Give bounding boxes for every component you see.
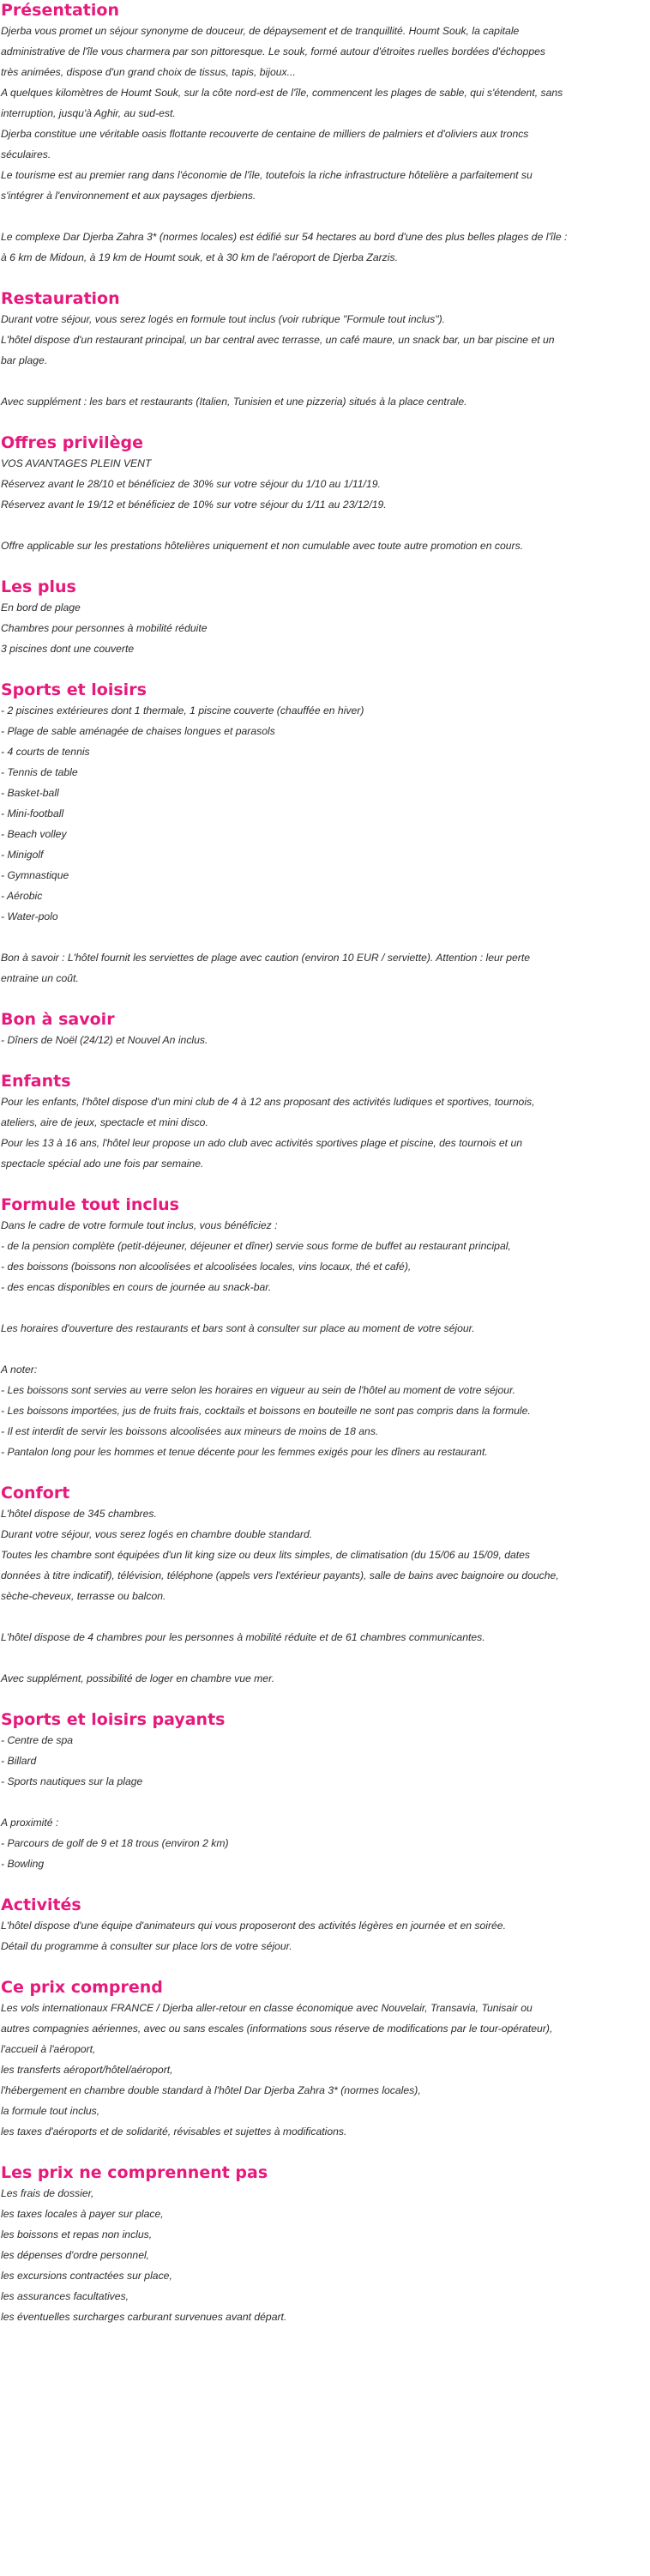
text-line: ateliers, aire de jeux, spectacle et mini disco.: [1, 1116, 208, 1128]
text-line: Le tourisme est au premier rang dans l'économie de l'île, toutefois la riche infrastructure hôtelière a parfaitement su: [1, 169, 533, 181]
text-line: - Dîners de Noël (24/12) et Nouvel An inclus.: [1, 1034, 208, 1046]
section-gap: [1, 268, 650, 288]
text-line: En bord de plage: [1, 602, 81, 614]
text-line: - Tennis de table: [1, 766, 78, 778]
text-line: - Plage de sable aménagée de chaises longues et parasols: [1, 725, 275, 737]
text-line: Les frais de dossier,: [1, 2187, 94, 2199]
section-title: Les prix ne comprennent pas: [1, 2163, 268, 2182]
section-title: Sports et loisirs payants: [1, 1710, 226, 1729]
text-line: - Billard: [1, 1755, 37, 1767]
text-line: VOS AVANTAGES PLEIN VENT: [1, 457, 152, 469]
text-line: bar plage.: [1, 354, 48, 366]
section: [1, 1977, 650, 2162]
text-line: - Pantalon long pour les hommes et tenue décente pour les femmes exigés pour les dîners au restaurant.: [1, 1446, 488, 1458]
text-line: l'hébergement en chambre double standard à l'hôtel Dar Djerba Zahra 3* (normes locales),: [1, 2084, 421, 2096]
section-gap: [1, 1956, 650, 1977]
section-title: Confort: [1, 1484, 70, 1503]
section: [1, 1009, 650, 1071]
text-line: autres compagnies aériennes, avec ou sans escales (informations sous réserve de modifications par le tour-opérateur),: [1, 2023, 553, 2035]
text-line: Durant votre séjour, vous serez logés en chambre double standard.: [1, 1528, 313, 1540]
text-line: - Mini-football: [1, 807, 64, 819]
text-line: interruption, jusqu'à Aghir, au sud-est.: [1, 107, 176, 119]
section: [1, 1071, 650, 1194]
section-gap: [1, 1174, 650, 1194]
text-line: Avec supplément : les bars et restaurants (Italien, Tunisien et une pizzeria) situés à la place centrale.: [1, 396, 467, 408]
section: [1, 1709, 650, 1895]
text-line: les assurances facultatives,: [1, 2290, 129, 2302]
section-title: Enfants: [1, 1072, 71, 1091]
text-line: Djerba constitue une véritable oasis flottante recouverte de centaine de milliers de palmiers et d'oliviers aux troncs: [1, 128, 529, 140]
section-gap: [1, 556, 650, 577]
section-title: Restauration: [1, 289, 120, 308]
text-line: spectacle spécial ado une fois par semaine.: [1, 1158, 204, 1170]
text-line: - des encas disponibles en cours de journée au snack-bar.: [1, 1281, 272, 1293]
text-line: Toutes les chambre sont équipées d'un lit king size ou deux lits simples, de climatisation (du 15/06 au 15/09, dates: [1, 1549, 531, 1561]
text-line: - Beach volley: [1, 828, 67, 840]
section-title: Sports et loisirs: [1, 680, 147, 699]
text-line: - Basket-ball: [1, 787, 59, 799]
text-line: données à titre indicatif), télévision, téléphone (appels vers l'extérieur payants), salle de bains avec baignoire ou douche,: [1, 1569, 559, 1581]
section-gap: [1, 2327, 650, 2348]
text-line: Pour les 13 à 16 ans, l'hôtel leur propose un ado club avec activités sportives plage et piscine, des tournois et un: [1, 1137, 523, 1149]
text-line: - Water-polo: [1, 910, 58, 922]
text-line: à 6 km de Midoun, à 19 km de Houmt souk, et à 30 km de l'aéroport de Djerba Zarzis.: [1, 251, 398, 263]
text-line: - Minigolf: [1, 849, 44, 861]
section-gap: [1, 1462, 650, 1483]
section-gap: [1, 1689, 650, 1709]
text-line: - des boissons (boissons non alcoolisées et alcoolisées locales, vins locaux, thé et café),: [1, 1261, 412, 1273]
text-line: Djerba vous promet un séjour synonyme de douceur, de dépaysement et de tranquillité. Houmt Souk, la capitale: [1, 25, 520, 37]
section: [1, 2162, 650, 2348]
paragraph-gap: [1, 1297, 650, 1318]
text-line: L'hôtel dispose d'un restaurant principal, un bar central avec terrasse, un café maure, un snack bar, un bar piscine et un: [1, 334, 555, 346]
section: [1, 680, 650, 1009]
paragraph-gap: [1, 515, 650, 535]
text-line: l'accueil à l'aéroport,: [1, 2043, 96, 2055]
text-line: 3 piscines dont une couverte: [1, 643, 135, 655]
section-title: Formule tout inclus: [1, 1195, 179, 1214]
text-line: Avec supplément, possibilité de loger en chambre vue mer.: [1, 1672, 275, 1684]
section-title: Activités: [1, 1896, 81, 1914]
section-gap: [1, 1874, 650, 1895]
text-line: Offre applicable sur les prestations hôtelières uniquement et non cumulable avec toute autre promotion en cours.: [1, 540, 524, 552]
text-line: - Les boissons sont servies au verre selon les horaires en vigueur au sein de l'hôtel au moment de votre séjour.: [1, 1384, 516, 1396]
text-line: - Sports nautiques sur la plage: [1, 1775, 143, 1787]
text-line: administrative de l'île vous charmera par son pittoresque. Le souk, formé autour d'étroites ruelles bordées d'échoppes: [1, 45, 545, 57]
section: [1, 288, 650, 432]
text-line: Réservez avant le 28/10 et bénéficiez de 30% sur votre séjour du 1/10 au 1/11/19.: [1, 478, 381, 490]
section-gap: [1, 1050, 650, 1071]
text-line: séculaires.: [1, 148, 51, 160]
text-line: Les vols internationaux FRANCE / Djerba aller-retour en classe économique avec Nouvelair, Transavia, Tunisair ou: [1, 2002, 533, 2014]
section-title: Offres privilège: [1, 433, 143, 452]
paragraph-gap: [1, 371, 650, 391]
section-gap: [1, 2142, 650, 2162]
text-line: - Aérobic: [1, 890, 43, 902]
section: [1, 1895, 650, 1977]
text-line: la formule tout inclus,: [1, 2105, 100, 2117]
text-line: - Les boissons importées, jus de fruits frais, cocktails et boissons en bouteille ne sont pas compris dans la formule.: [1, 1405, 531, 1417]
section-title: Ce prix comprend: [1, 1978, 163, 1997]
text-line: L'hôtel dispose de 345 chambres.: [1, 1508, 157, 1520]
paragraph-gap: [1, 1648, 650, 1668]
text-line: entraine un coût.: [1, 972, 79, 984]
text-line: Durant votre séjour, vous serez logés en formule tout inclus (voir rubrique "Formule tout inclus").: [1, 313, 446, 325]
text-line: les boissons et repas non inclus,: [1, 2228, 153, 2240]
text-line: Les horaires d'ouverture des restaurants et bars sont à consulter sur place au moment de votre séjour.: [1, 1322, 475, 1334]
section: [1, 1194, 650, 1483]
text-line: Réservez avant le 19/12 et bénéficiez de 10% sur votre séjour du 1/11 au 23/12/19.: [1, 499, 387, 511]
section: [1, 577, 650, 680]
text-line: Pour les enfants, l'hôtel dispose d'un mini club de 4 à 12 ans proposant des activités ludiques et sportives, tournois,: [1, 1096, 535, 1108]
text-line: A noter:: [1, 1364, 38, 1376]
text-line: - Il est interdit de servir les boissons alcoolisées aux mineurs de moins de 18 ans.: [1, 1425, 379, 1437]
text-line: - de la pension complète (petit-déjeuner, déjeuner et dîner) servie sous forme de buffet au restaurant principal,: [1, 1240, 511, 1252]
text-line: Dans le cadre de votre formule tout inclus, vous bénéficiez :: [1, 1219, 278, 1231]
text-line: Le complexe Dar Djerba Zahra 3* (normes locales) est édifié sur 54 hectares au bord d'une des plus belles plages de l'île :: [1, 231, 568, 243]
text-line: - Gymnastique: [1, 869, 69, 881]
text-line: L'hôtel dispose de 4 chambres pour les personnes à mobilité réduite et de 61 chambres communicantes.: [1, 1631, 485, 1643]
text-line: L'hôtel dispose d'une équipe d'animateurs qui vous proposeront des activités légères en journée et en soirée.: [1, 1920, 506, 1932]
text-line: très animées, dispose d'un grand choix de tissus, tapis, bijoux...: [1, 66, 296, 78]
text-line: - Centre de spa: [1, 1734, 74, 1746]
section-gap: [1, 989, 650, 1009]
section: [1, 1483, 650, 1709]
section-title: Présentation: [1, 1, 119, 20]
paragraph-gap: [1, 1606, 650, 1627]
section-gap: [1, 659, 650, 680]
text-line: - 2 piscines extérieures dont 1 thermale, 1 piscine couverte (chauffée en hiver): [1, 704, 364, 717]
text-line: A proximité :: [1, 1817, 59, 1829]
section-title: Les plus: [1, 577, 76, 596]
text-line: s'intégrer à l'environnement et aux paysages djerbiens.: [1, 190, 256, 202]
section-gap: [1, 412, 650, 432]
paragraph-gap: [1, 927, 650, 947]
text-line: les éventuelles surcharges carburant survenues avant départ.: [1, 2311, 287, 2323]
section: [1, 0, 650, 288]
text-line: les taxes locales à payer sur place,: [1, 2208, 164, 2220]
text-line: Bon à savoir : L'hôtel fournit les serviettes de plage avec caution (environ 10 EUR / serviette). Attention : leur perte: [1, 952, 530, 964]
paragraph-gap: [1, 206, 650, 227]
text-line: les transferts aéroport/hôtel/aéroport,: [1, 2064, 173, 2076]
section-title: Bon à savoir: [1, 1010, 115, 1029]
text-line: - Parcours de golf de 9 et 18 trous (environ 2 km): [1, 1837, 229, 1849]
text-line: les dépenses d'ordre personnel,: [1, 2249, 150, 2261]
text-line: Détail du programme à consulter sur place lors de votre séjour.: [1, 1940, 292, 1952]
paragraph-gap: [1, 1339, 650, 1359]
text-line: les excursions contractées sur place,: [1, 2270, 172, 2282]
text-line: sèche-cheveux, terrasse ou balcon.: [1, 1590, 166, 1602]
text-line: les taxes d'aéroports et de solidarité, révisables et sujettes à modifications.: [1, 2126, 347, 2138]
section: [1, 432, 650, 577]
text-line: Chambres pour personnes à mobilité réduite: [1, 622, 208, 634]
text-line: - Bowling: [1, 1858, 45, 1870]
text-line: - 4 courts de tennis: [1, 746, 90, 758]
paragraph-gap: [1, 1792, 650, 1812]
text-line: A quelques kilomètres de Houmt Souk, sur la côte nord-est de l'île, commencent les plages de sable, qui s'étendent, sans: [1, 87, 563, 99]
